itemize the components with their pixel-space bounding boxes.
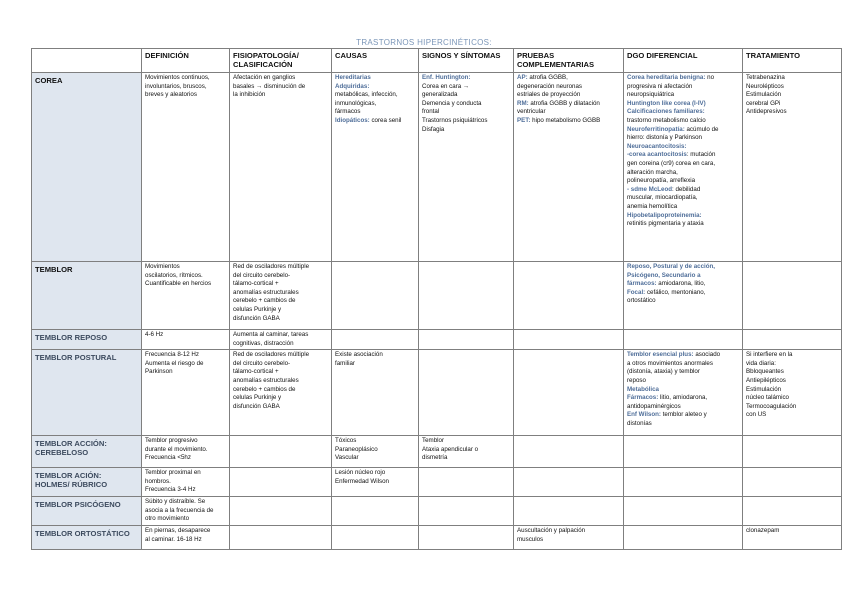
text-line [627, 74, 739, 83]
hyperkinetic-disorders-table [31, 48, 842, 550]
header-row [32, 49, 842, 73]
holmes-tratamiento [743, 468, 842, 497]
text-line: anemia hemolítica [627, 202, 678, 210]
row-label-temblor-reposo: TEMBLOR REPOSO [32, 330, 142, 350]
text-fragment: litio, amiodarona, [658, 394, 708, 402]
highlight-term: PET: [517, 116, 531, 124]
text-line [627, 351, 739, 360]
table-row-temblor-postural [32, 350, 842, 436]
text-line [335, 117, 415, 126]
text-line [627, 151, 739, 160]
text-line: muscular, miocardiopatía, [627, 194, 698, 202]
text-line: vida diaria: [746, 359, 776, 367]
text-line: cognitivas, distracción [233, 339, 294, 347]
postural-pruebas [514, 350, 624, 436]
table-row-temblor-psicogeno [32, 497, 842, 526]
header-signos: SIGNOS Y SÍNTOMAS [419, 49, 514, 73]
highlight-term: Corea hereditaria benigna: [627, 74, 706, 81]
text-line [627, 186, 739, 195]
highlight-term: RM: [517, 99, 529, 107]
text-line: Hereditarias [335, 74, 371, 81]
text-fragment: atrofia GGBB, [527, 74, 568, 81]
text-fragment: corea senil [369, 116, 402, 124]
text-line: tálamo-cortical + [233, 368, 279, 376]
ortostatico-signos [419, 526, 514, 550]
text-fragment: temblor aleteo y [660, 411, 707, 419]
cerebeloso-definicion [142, 436, 230, 468]
reposo-causas [332, 330, 419, 350]
text-line [517, 100, 620, 109]
table-row-temblor-cerebeloso [32, 436, 842, 468]
text-fragment: atrofia GGBB y dilatación [528, 99, 600, 107]
temblor-fisiopatologia [230, 262, 332, 330]
text-line: Estimulación [746, 385, 782, 393]
text-line: fármacos [335, 108, 361, 116]
text-line: ventricular [517, 108, 546, 116]
header-definicion: DEFINICIÓN [142, 49, 230, 73]
text-line: Antidepresivos [746, 108, 787, 116]
temblor-pruebas [514, 262, 624, 330]
text-line: Antiepilépticos [746, 376, 786, 384]
corea-signos [419, 73, 514, 262]
text-line: basales → disminución de [233, 82, 306, 90]
temblor-signos [419, 262, 514, 330]
text-line [627, 394, 739, 403]
postural-signos [419, 350, 514, 436]
text-line: distonías [627, 419, 652, 427]
text-line: Movimientos [145, 263, 180, 270]
text-line: Tóxicos [335, 437, 357, 445]
text-line: disfunción GABA [233, 402, 280, 410]
text-line: familiar [335, 359, 355, 367]
text-line: Movimientos continuos, [145, 74, 210, 81]
text-line: con US [746, 411, 767, 419]
text-line: Temblor progresivo [145, 437, 198, 445]
text-line: Aumenta el riesgo de [145, 359, 204, 367]
text-line: Temblor proximal en [145, 469, 201, 477]
psicogeno-definicion [142, 497, 230, 526]
header-dgo: DGO DIFERENCIAL [624, 49, 743, 73]
text-line: Enfermedad Wilson [335, 477, 389, 485]
cerebeloso-tratamiento [743, 436, 842, 468]
highlight-term: Enf Wilson: [627, 411, 661, 419]
text-line: Enf. Huntington: [422, 74, 471, 81]
text-line [627, 289, 739, 298]
text-line: Si interfiere en la [746, 351, 793, 359]
text-line: la inhibición [233, 91, 266, 99]
text-line: progresiva ni afectación [627, 82, 693, 90]
postural-definicion [142, 350, 230, 436]
temblor-definicion [142, 262, 230, 330]
cerebeloso-causas [332, 436, 419, 468]
temblor-tratamiento [743, 262, 842, 330]
ortostatico-causas [332, 526, 419, 550]
text-line: Neuroacantocitosis: [627, 142, 687, 150]
corea-definicion [142, 73, 230, 262]
reposo-pruebas [514, 330, 624, 350]
text-line: durante el movimiento. [145, 445, 208, 453]
text-line: hierro: distonía y Parkinson [627, 134, 702, 142]
text-line: cerebelo + cambios de [233, 385, 296, 393]
text-line: estriales de proyección [517, 91, 581, 99]
text-line: Metabólica [627, 385, 659, 393]
text-line: Bbloqueantes [746, 368, 784, 376]
text-line: En piernas, desaparece [145, 527, 211, 535]
row-label-corea: COREA [32, 73, 142, 262]
holmes-causas [332, 468, 419, 497]
text-line: Disfagia [422, 125, 445, 133]
holmes-dgo [624, 468, 743, 497]
text-line: Red de osciladores múltiple [233, 351, 310, 359]
text-line: Paraneoplásico [335, 445, 378, 453]
text-line: reposo [627, 376, 646, 384]
corea-causas [332, 73, 419, 262]
text-line: gen coreina (cr9) corea en cara, [627, 159, 716, 167]
psicogeno-dgo [624, 497, 743, 526]
reposo-definicion [142, 330, 230, 350]
text-line: Reposo, Postural y de acción, [627, 263, 716, 270]
ortostatico-fisiopatologia [230, 526, 332, 550]
text-line: Existe asociación [335, 351, 383, 359]
text-line: Huntington like corea (I-IV) [627, 99, 706, 107]
text-line: Frecuencia <5hz [145, 454, 191, 462]
text-line: otro movimiento [145, 515, 190, 523]
text-line: Ataxia apendicular o [422, 445, 479, 453]
row-label-temblor-ortostatico: TEMBLOR ORTOSTÁTICO [32, 526, 142, 550]
text-fragment: acúmulo de [684, 125, 719, 133]
text-line: Frecuencia 8-12 Hz [145, 351, 199, 359]
text-line: generalizada [422, 91, 458, 99]
psicogeno-fisiopatologia [230, 497, 332, 526]
text-line: Psicógeno, Secundario a [627, 271, 701, 279]
holmes-signos [419, 468, 514, 497]
header-tratamiento: TRATAMIENTO [743, 49, 842, 73]
text-line: Parkinson [145, 368, 173, 376]
text-fragment: hipo metabolismo GGBB [530, 116, 601, 124]
reposo-dgo [624, 330, 743, 350]
psicogeno-tratamiento [743, 497, 842, 526]
ortostatico-pruebas [514, 526, 624, 550]
text-line: anomalías estructurales [233, 288, 299, 296]
text-line: neuropsiquiátrica [627, 91, 675, 99]
header-causas: CAUSAS [332, 49, 419, 73]
psicogeno-causas [332, 497, 419, 526]
text-fragment: amiodarona, litio, [656, 280, 706, 288]
text-line: celulas Purkinje y [233, 305, 282, 313]
text-line: metabólicas, infección, [335, 91, 398, 99]
text-line: retinitis pigmentaria y ataxia [627, 220, 704, 228]
text-line: degeneración neuronas [517, 82, 583, 90]
text-line: Auscultación y palpación [517, 527, 586, 535]
psicogeno-signos [419, 497, 514, 526]
cerebeloso-signos [419, 436, 514, 468]
holmes-definicion [142, 468, 230, 497]
highlight-term: - sdme McLeod [627, 185, 673, 193]
text-line: Corea en cara → [422, 82, 470, 90]
text-line: alteración marcha, [627, 168, 678, 176]
text-line: Afectación en ganglios [233, 74, 296, 81]
reposo-signos [419, 330, 514, 350]
cerebeloso-fisiopatologia [230, 436, 332, 468]
table-row-temblor-reposo [32, 330, 842, 350]
highlight-term: Focal: [627, 288, 646, 296]
text-line: musculos [517, 535, 544, 543]
postural-dgo [624, 350, 743, 436]
text-line: anomalías estructurales [233, 376, 299, 384]
postural-fisiopatologia [230, 350, 332, 436]
text-line: dismetría [422, 454, 448, 462]
temblor-causas [332, 262, 419, 330]
text-line: Demencia y conducta [422, 99, 482, 107]
text-line: 4-6 Hz [145, 331, 164, 338]
text-line: a otros movimientos anormales [627, 359, 713, 367]
text-line: antidopaminérgicos [627, 402, 681, 410]
header-pruebas: PRUEBAS COMPLEMENTARIAS [514, 49, 624, 73]
highlight-term: fármacos: [627, 280, 657, 288]
table-row-temblor [32, 262, 842, 330]
row-label-temblor-cerebeloso: TEMBLOR ACCIÓN: CEREBELOSO [32, 436, 142, 468]
cerebeloso-dgo [624, 436, 743, 468]
ortostatico-dgo [624, 526, 743, 550]
text-line [627, 126, 739, 135]
table-row-temblor-holmes [32, 468, 842, 497]
highlight-term: Fármacos: [627, 394, 659, 402]
ortostatico-definicion [142, 526, 230, 550]
text-line: Vascular [335, 454, 359, 462]
table-row-corea [32, 73, 842, 262]
cerebeloso-pruebas [514, 436, 624, 468]
text-line: clonazepam [746, 527, 780, 535]
corea-fisiopatologia [230, 73, 332, 262]
highlight-term: AP: [517, 74, 528, 81]
text-line: del circuito cerebelo- [233, 359, 291, 367]
holmes-fisiopatologia [230, 468, 332, 497]
text-line: (distonía, ataxia) y temblor [627, 368, 700, 376]
text-line: Lesión núcleo rojo [335, 469, 386, 477]
text-line: tálamo-cortical + [233, 280, 279, 288]
row-label-temblor-postural: TEMBLOR POSTURAL [32, 350, 142, 436]
text-line: Adquiridas: [335, 82, 370, 90]
text-line: trastorno metabolismo calcio [627, 116, 706, 124]
text-line [627, 411, 739, 420]
text-line: breves y aleatorios [145, 91, 197, 99]
text-line: Súbito y distraíble. Se [145, 498, 206, 506]
text-line: Neurolépticos [746, 82, 784, 90]
text-line: ortostático [627, 297, 656, 305]
text-line: cerebelo + cambios de [233, 297, 296, 305]
text-line: Frecuencia 3-4 Hz [145, 486, 196, 494]
holmes-pruebas [514, 468, 624, 497]
header-fisiopatologia: FISIOPATOLOGÍA/ CLASIFICACIÓN [230, 49, 332, 73]
document-title: TRASTORNOS HIPERCINÉTICOS: [356, 38, 492, 47]
text-line: disfunción GABA [233, 314, 280, 322]
text-fragment: cefálico, mentoniano, [645, 288, 706, 296]
highlight-term: -corea acantocitosis [627, 151, 687, 159]
row-label-temblor: TEMBLOR [32, 262, 142, 330]
row-label-temblor-holmes: TEMBLOR ACIÓN: HOLMES/ RÚBRICO [32, 468, 142, 497]
text-line: Termocoagulación [746, 402, 797, 410]
text-line: oscilatorios, rítmicos. [145, 271, 203, 279]
text-line: involuntarios, bruscos, [145, 82, 207, 90]
text-line: Hipobetalipoproteinemia: [627, 211, 702, 219]
corea-pruebas [514, 73, 624, 262]
corea-dgo [624, 73, 743, 262]
text-fragment: no [705, 74, 715, 81]
text-line: núcleo talámico [746, 394, 789, 402]
text-line: inmunológicas, [335, 99, 377, 107]
text-line: Red de osciladores múltiple [233, 263, 310, 270]
highlight-term: Temblor esencial plus: [627, 351, 694, 359]
temblor-dgo [624, 262, 743, 330]
text-line: polineuropatía, arreflexia [627, 177, 696, 185]
ortostatico-tratamiento [743, 526, 842, 550]
text-line: Estimulación [746, 91, 782, 99]
text-line: Tetrabenazina [746, 74, 785, 81]
text-line [517, 74, 620, 83]
highlight-term: Idiopáticos: [335, 116, 370, 124]
psicogeno-pruebas [514, 497, 624, 526]
text-fragment: : mutación [686, 151, 716, 159]
table-row-temblor-ortostatico [32, 526, 842, 550]
text-line: celulas Purkinje y [233, 394, 282, 402]
text-line: hombros. [145, 477, 171, 485]
row-label-temblor-psicogeno: TEMBLOR PSICÓGENO [32, 497, 142, 526]
text-line: Aumenta al caminar, tareas [233, 331, 309, 338]
text-line [627, 280, 739, 289]
text-line: Calcificaciones familiares: [627, 108, 705, 116]
postural-tratamiento [743, 350, 842, 436]
text-line: Temblor [422, 437, 445, 445]
text-line: Cuantificable en hercios [145, 280, 212, 288]
text-fragment: asociado [693, 351, 721, 359]
reposo-tratamiento [743, 330, 842, 350]
header-cell-empty [32, 49, 142, 73]
highlight-term: Neuroferritinopatía: [627, 125, 685, 133]
text-line: del circuito cerebelo- [233, 271, 291, 279]
text-line: al caminar. 16-18 Hz [145, 535, 202, 543]
text-line: frontal [422, 108, 440, 116]
text-fragment: : debilidad [672, 185, 701, 193]
text-line: asocia a la frecuencia de [145, 506, 214, 514]
text-line: cerebral GPi [746, 99, 781, 107]
corea-tratamiento [743, 73, 842, 262]
postural-causas [332, 350, 419, 436]
text-line [517, 117, 620, 126]
reposo-fisiopatologia [230, 330, 332, 350]
text-line: Trastornos psiquiátricos [422, 116, 488, 124]
